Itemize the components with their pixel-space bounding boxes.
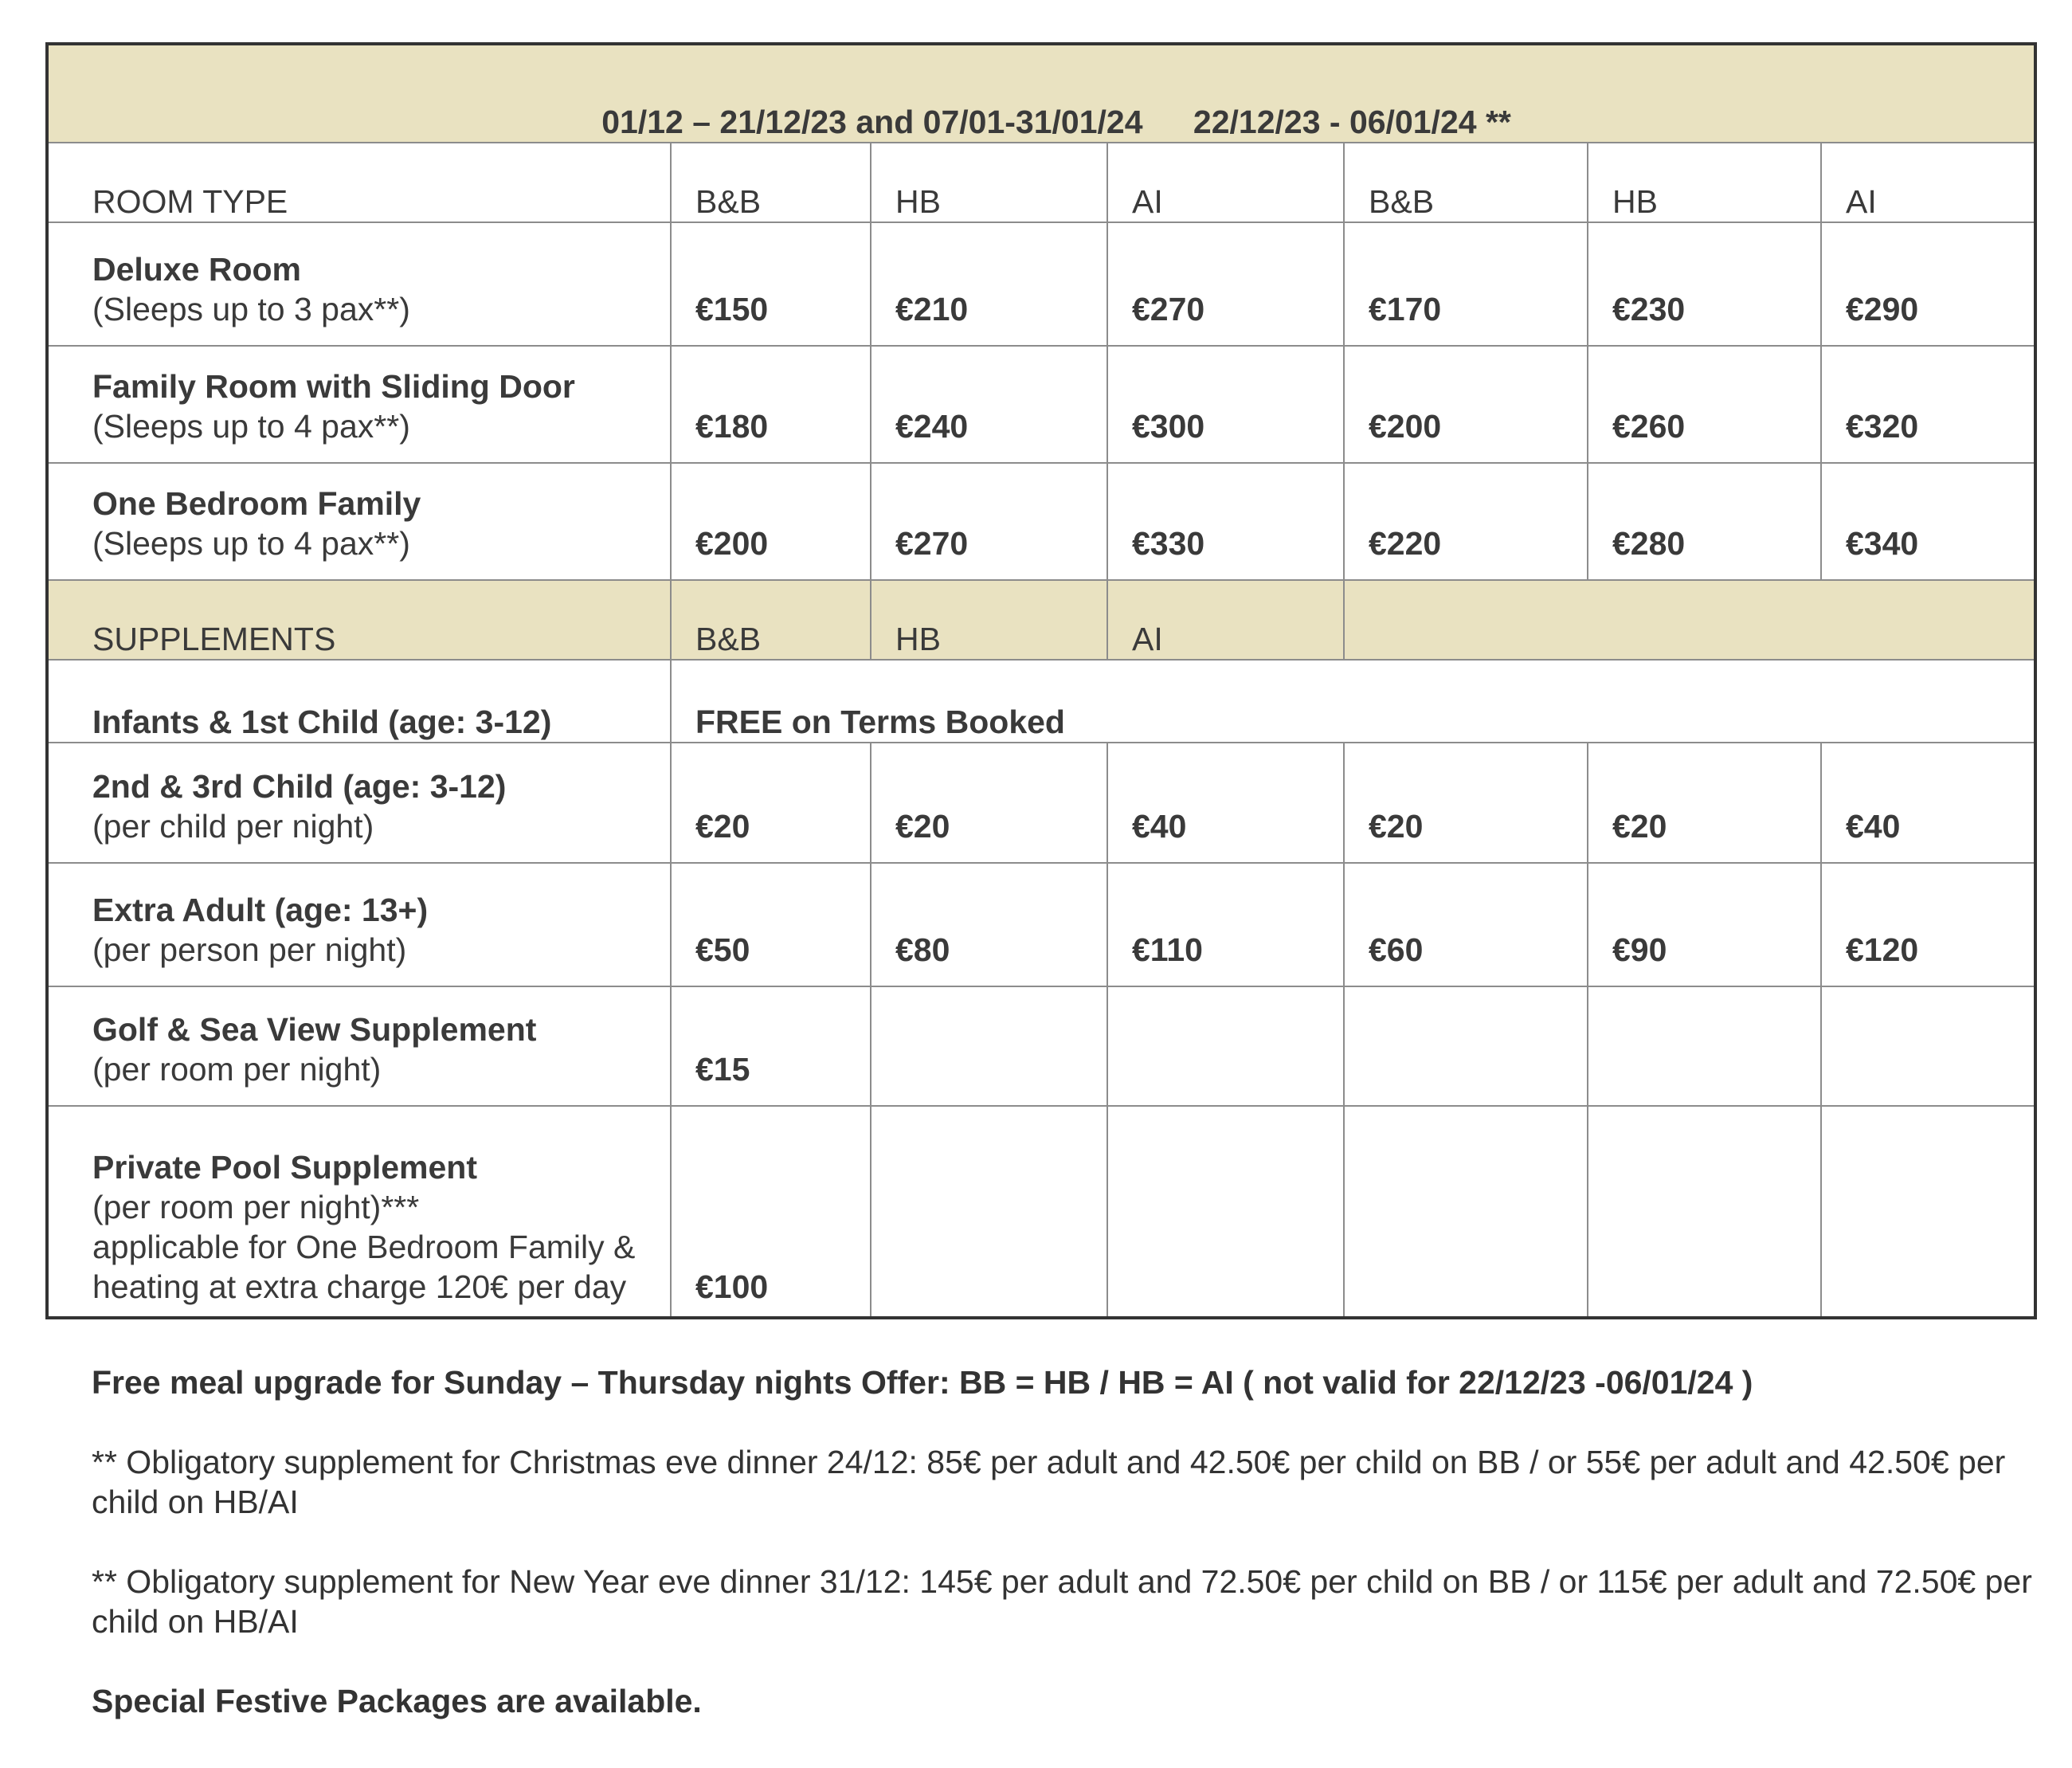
festive-note: Special Festive Packages are available. xyxy=(92,1683,702,1719)
price-cell: €330 xyxy=(1107,463,1344,580)
period-header-cell xyxy=(49,45,2037,143)
price-cell: €290 xyxy=(1821,222,2037,346)
room-capacity: (Sleeps up to 3 pax**) xyxy=(92,291,410,327)
price-cell-empty xyxy=(1821,1106,2037,1319)
room-name: One Bedroom Family xyxy=(92,485,421,522)
infants-value: FREE on Terms Booked xyxy=(671,660,2037,743)
room-type-header: ROOM TYPE xyxy=(49,143,671,222)
price-cell: €180 xyxy=(671,346,871,463)
price-cell xyxy=(1821,986,2037,1106)
infants-label: Infants & 1st Child (age: 3-12) xyxy=(49,660,671,743)
supplements-header-row xyxy=(49,580,2037,660)
price-cell-empty xyxy=(1107,1106,1344,1319)
period-2-label: 22/12/23 - 06/01/24 ** xyxy=(1193,104,1511,140)
price-cell: €300 xyxy=(1107,346,1344,463)
price-cell: €270 xyxy=(871,463,1107,580)
price-cell-empty xyxy=(871,1106,1107,1319)
room-capacity: (Sleeps up to 4 pax**) xyxy=(92,525,410,562)
price-cell xyxy=(871,986,1107,1106)
price-cell: €230 xyxy=(1588,222,1821,346)
price-cell: €200 xyxy=(671,463,871,580)
room-row-family-sliding-door xyxy=(49,346,2037,463)
supplement-label xyxy=(49,986,671,1106)
price-cell: €20 xyxy=(671,743,871,863)
supplements-header: SUPPLEMENTS xyxy=(49,580,671,660)
price-cell: €20 xyxy=(871,743,1107,863)
supp-header-empty xyxy=(1344,580,2037,660)
infants-row xyxy=(49,660,2037,743)
supplement-name: Golf & Sea View Supplement xyxy=(92,1011,537,1048)
supp-col-header-ai: AI xyxy=(1107,580,1344,660)
rate-table xyxy=(45,42,2037,1319)
room-label xyxy=(49,463,671,580)
price-cell: €40 xyxy=(1821,743,2037,863)
price-cell xyxy=(1588,986,1821,1106)
price-cell: €40 xyxy=(1107,743,1344,863)
supplement-label xyxy=(49,1106,671,1319)
room-row-deluxe xyxy=(49,222,2037,346)
price-cell: €50 xyxy=(671,863,871,986)
supplement-basis: (per room per night) xyxy=(92,1051,382,1088)
supplement-basis: (per person per night) xyxy=(92,931,407,968)
price-cell: €260 xyxy=(1588,346,1821,463)
supplement-name: 2nd & 3rd Child (age: 3-12) xyxy=(92,768,507,805)
supplement-row-child xyxy=(49,743,2037,863)
supplement-basis: (per child per night) xyxy=(92,808,374,845)
christmas-note: ** Obligatory supplement for Christmas eve dinner 24/12: 85€ per adult and 42.50€ per child on BB / or 55€ per adult and 42.50€ per child on HB/AI xyxy=(92,1444,2006,1520)
supp-col-header-hb: HB xyxy=(871,580,1107,660)
price-cell: €120 xyxy=(1821,863,2037,986)
new-year-note: ** Obligatory supplement for New Year eve dinner 31/12: 145€ per adult and 72.50€ per child on BB / or 115€ per adult and 72.50€ per child on HB/AI xyxy=(92,1563,2032,1640)
supplement-note: applicable for One Bedroom Family & xyxy=(92,1229,636,1265)
price-cell-empty xyxy=(1344,1106,1588,1319)
rate-table-grid xyxy=(49,45,2037,1319)
price-cell: €90 xyxy=(1588,863,1821,986)
supp-col-header-bb: B&B xyxy=(671,580,871,660)
price-cell: €150 xyxy=(671,222,871,346)
price-cell: €220 xyxy=(1344,463,1588,580)
supplement-basis: (per room per night)*** xyxy=(92,1189,420,1225)
room-label xyxy=(49,222,671,346)
supplement-name: Extra Adult (age: 13+) xyxy=(92,892,429,928)
price-cell: €60 xyxy=(1344,863,1588,986)
supplement-note: heating at extra charge 120€ per day xyxy=(92,1268,627,1305)
price-cell: €340 xyxy=(1821,463,2037,580)
col-header-ai-1: AI xyxy=(1107,143,1344,222)
price-cell: €80 xyxy=(871,863,1107,986)
price-cell: €100 xyxy=(671,1106,871,1319)
supplement-label xyxy=(49,743,671,863)
price-cell: €170 xyxy=(1344,222,1588,346)
price-cell: €110 xyxy=(1107,863,1344,986)
supplement-row-private-pool xyxy=(49,1106,2037,1319)
price-cell xyxy=(1107,986,1344,1106)
price-cell xyxy=(1344,986,1588,1106)
price-cell: €270 xyxy=(1107,222,1344,346)
supplement-label xyxy=(49,863,671,986)
offer-note: Free meal upgrade for Sunday – Thursday nights Offer: BB = HB / HB = AI ( not valid for 22/12/23 -06/01/24 ) xyxy=(92,1364,1753,1401)
price-cell: €320 xyxy=(1821,346,2037,463)
room-type-header-row xyxy=(49,143,2037,222)
col-header-hb-1: HB xyxy=(871,143,1107,222)
room-name: Deluxe Room xyxy=(92,251,301,288)
room-capacity: (Sleeps up to 4 pax**) xyxy=(92,408,410,445)
price-cell: €210 xyxy=(871,222,1107,346)
supplement-name: Private Pool Supplement xyxy=(92,1149,477,1186)
room-name: Family Room with Sliding Door xyxy=(92,368,575,405)
period-header-row xyxy=(49,45,2037,143)
price-cell: €15 xyxy=(671,986,871,1106)
col-header-bb-1: B&B xyxy=(671,143,871,222)
period-1-label: 01/12 – 21/12/23 and 07/01-31/01/24 xyxy=(601,104,1143,140)
col-header-hb-2: HB xyxy=(1588,143,1821,222)
col-header-bb-2: B&B xyxy=(1344,143,1588,222)
price-cell-empty xyxy=(1588,1106,1821,1319)
price-cell: €20 xyxy=(1344,743,1588,863)
room-row-one-bedroom-family xyxy=(49,463,2037,580)
notes-section xyxy=(92,1362,2035,1761)
supplement-row-extra-adult xyxy=(49,863,2037,986)
col-header-ai-2: AI xyxy=(1821,143,2037,222)
price-cell: €240 xyxy=(871,346,1107,463)
room-label xyxy=(49,346,671,463)
price-cell: €280 xyxy=(1588,463,1821,580)
supplement-row-golf-sea-view xyxy=(49,986,2037,1106)
price-cell: €20 xyxy=(1588,743,1821,863)
price-cell: €200 xyxy=(1344,346,1588,463)
